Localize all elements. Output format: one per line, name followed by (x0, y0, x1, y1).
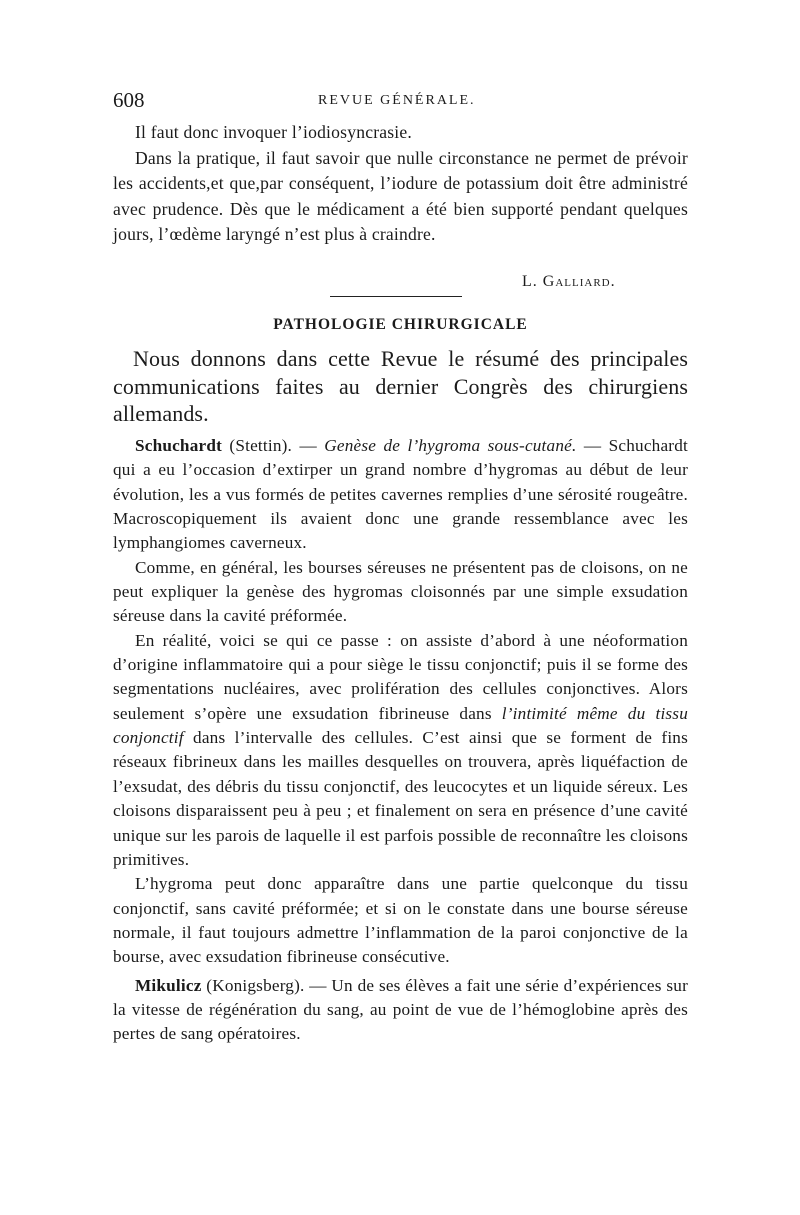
paragraph: Dans la pratique, il faut savoir que nulle circonstance ne permet de prévoir les accidents,et que,par conséquent, l’iodure de potassium doit être administré avec prudence. Dès que le médicament a été bien supporté pendant quelques jours, l’œdème laryngé n’est plus à craindre. (113, 147, 688, 245)
signature-surname: alliard. (555, 273, 616, 290)
author-name: Schuchardt (135, 436, 222, 455)
paragraph: L’hygroma peut donc apparaître dans une partie quelconque du tissu conjonctif, sans cavité préformée; et si on le constate dans une bourse séreuse normale, il faut toujours admettre l’inflammation de la paroi conjonctive de la bourse, avec exsudation fibrineuse consécutive. (113, 874, 688, 967)
paragraph-text: dans l’intervalle des cellules. C’est ainsi que se forment de fins réseaux fibrineux dans les mailles desquelles on trouvera, après liquéfaction de l’exsudat, des débris du tissu conjonctif, des leucocytes et un liquide séreux. Les cloisons disparaissent peu à peu ; et finalement on sera en présence d’une cavité unique sur les parois de laquelle il est parfois possible de reconnaître les cloisons primitives. (113, 728, 688, 869)
paragraph-mikulicz (113, 974, 688, 1047)
previous-article-conclusion (113, 120, 688, 248)
article-body (113, 434, 688, 1047)
paragraph-text: — Schuchardt qui a eu l’occasion d’extirper un grand nombre d’hygromas au début de leur évolution, les a vus formés de petites cavernes remplies d’une sérosité rougeâtre. Macroscopiquement ils avaient donc une grande ressemblance avec les lymphangiomes caverneux. (113, 436, 688, 553)
separator-rule (330, 296, 462, 297)
paragraph: Comme, en général, les bourses séreuses ne présentent pas de cloisons, on ne peut expliquer la genèse des hygromas cloisonnés par une simple exsudation séreuse dans la cavité préformée. (113, 557, 688, 626)
paragraph: Il faut donc invoquer l’iodiosyncrasie. (135, 122, 413, 142)
section-heading: PATHOLOGIE CHIRURGICALE (273, 316, 528, 333)
emphasis: l’intimité même du tissu conjonctif (113, 703, 688, 748)
section-intro (113, 345, 688, 428)
running-head (113, 88, 688, 118)
paragraph-schuchardt (113, 434, 688, 556)
author-name: Mikulicz (135, 975, 202, 995)
running-title: REVUE GÉNÉRALE. (318, 93, 476, 108)
article-title: Genèse de l’hygroma sous-cutané. (324, 436, 577, 455)
author-signature (522, 273, 616, 291)
paragraph-text: (Konigsberg). — Un de ses élèves a fait une série d’expériences sur la vitesse de régénération du sang, au point de vue de l’hémoglobine après des pertes de sang opératoires. (113, 975, 688, 1044)
signature-initial: L. G (522, 273, 556, 290)
paragraph (113, 629, 688, 872)
intro-paragraph: Nous donnons dans cette Revue le résumé des principales communications faites au dernier Congrès des chirurgiens allemands. (113, 346, 688, 426)
page-number: 608 (113, 88, 145, 112)
author-affiliation: (Stettin). — (222, 436, 325, 455)
paragraph-text: En réalité, voici se qui ce passe : on assiste d’abord à une néoformation d’origine inflammatoire qui a pour siège le tissu conjonctif; puis il se forme des segmentations nucléaires, avec prolifération des cellules conjonctives. Alors seulement s’opère une exsudation fibrineuse dans (113, 630, 688, 723)
